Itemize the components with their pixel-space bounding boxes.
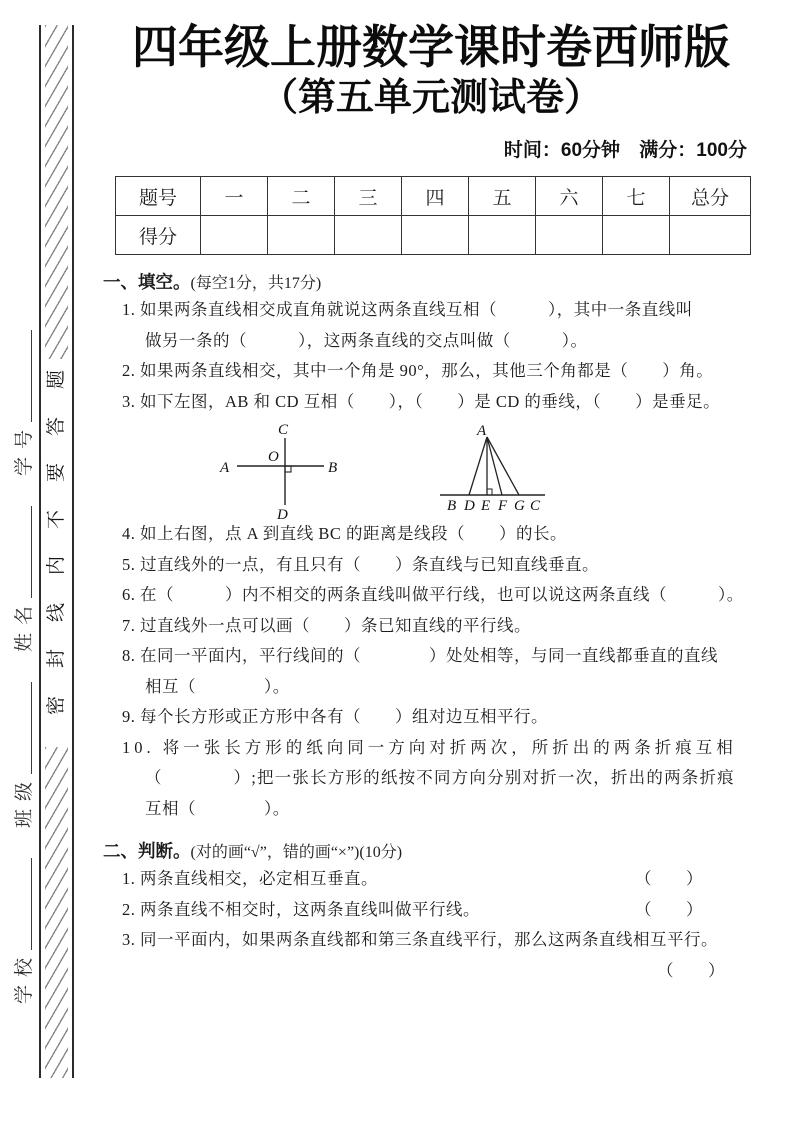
page-title: 四年级上册数学课时卷西师版 xyxy=(132,21,730,73)
header-cell: 七 xyxy=(603,177,670,216)
judge-question-text: 1. 两条直线相交，必定相互垂直。 xyxy=(122,869,378,889)
question-10-line-1: 10. 将一张长方形的纸向同一方向对折两次，所折出的两条折痕互相 xyxy=(122,737,737,757)
section-2-note: (对的画“√”，错的画“×”)(10分) xyxy=(190,844,403,862)
score-cell xyxy=(268,216,335,255)
question-4: 4. 如上右图，点 A 到直线 BC 的距离是线段（ ）的长。 xyxy=(122,524,568,544)
score-table-score-row xyxy=(116,216,751,255)
score-cell xyxy=(469,216,536,255)
seal-line-text xyxy=(41,370,72,715)
question-2: 2. 如果两条直线相交，其中一个角是 90°，那么，其他三个角都是（ ）角。 xyxy=(122,361,714,381)
section-1-heading xyxy=(103,271,762,295)
answer-blank: （ ） xyxy=(657,960,725,980)
full-score: 满分：100分 xyxy=(639,140,747,162)
question-7: 7. 过直线外一点可以画（ ）条已知直线的平行线。 xyxy=(122,615,531,635)
score-cell xyxy=(670,216,751,255)
score-table xyxy=(115,176,751,255)
question-5: 5. 过直线外的一点，有且只有（ ）条直线与已知直线垂直。 xyxy=(122,554,599,574)
seal-line-column xyxy=(39,25,74,1078)
field-blank-line xyxy=(29,330,32,422)
section-2-title: 二、判断。 xyxy=(103,841,191,862)
field-name xyxy=(15,506,34,652)
label-O: O xyxy=(268,449,279,466)
score-table-header-row xyxy=(116,177,751,216)
score-row-label: 得分 xyxy=(116,216,201,255)
question-8-line-2: 相互（ ）。 xyxy=(145,676,290,696)
field-class xyxy=(15,682,34,828)
score-cell xyxy=(603,216,670,255)
exam-content xyxy=(100,0,762,986)
field-label: 学校 xyxy=(14,949,35,1004)
hatch-pattern-top xyxy=(45,25,68,359)
seal-char: 线 xyxy=(45,602,67,622)
question-9: 9. 每个长方形或正方形中各有（ ）组对边互相平行。 xyxy=(122,707,548,727)
score-cell xyxy=(335,216,402,255)
answer-blank: （ ） xyxy=(635,869,703,889)
label-B: B xyxy=(328,460,338,477)
label-A: A xyxy=(477,423,487,440)
field-label: 班级 xyxy=(14,773,35,828)
question-10-line-2: （ ）;把一张长方形的纸按不同方向分别对折一次，折出的两条折痕 xyxy=(145,768,735,788)
seal-char: 要 xyxy=(45,463,67,483)
answer-blank: （ ） xyxy=(635,899,703,919)
question-10-line-3: 互相（ ）。 xyxy=(145,798,290,818)
seal-char: 题 xyxy=(45,369,67,390)
question-8-line-1: 8. 在同一平面内，平行线间的（ ）处处相等，与同一直线都垂直的直线 xyxy=(122,646,718,666)
figure-perpendicular-lines xyxy=(217,419,347,519)
time-limit: 时间：60分钟 xyxy=(503,140,621,162)
field-blank-line xyxy=(29,858,32,950)
figure-point-to-line-distance xyxy=(437,417,582,522)
label-C: C xyxy=(278,422,289,439)
header-cell: 四 xyxy=(402,177,469,216)
score-cell xyxy=(536,216,603,255)
label-B: B xyxy=(447,498,457,515)
student-info-fields xyxy=(6,222,34,1004)
page-subtitle: （第五单元测试卷） xyxy=(259,76,602,119)
question-1-line-2: 做另一条的（ ），这两条直线的交点叫做（ ）。 xyxy=(145,330,588,350)
field-student-id xyxy=(15,330,34,476)
judge-question-1 xyxy=(122,864,762,895)
exam-meta xyxy=(100,135,747,162)
label-G: G xyxy=(514,498,525,515)
header-cell: 二 xyxy=(268,177,335,216)
header-cell: 题号 xyxy=(116,177,201,216)
label-F: F xyxy=(498,498,508,515)
judge-question-2 xyxy=(122,895,762,926)
seal-char: 封 xyxy=(45,649,67,669)
judge-question-3-answer-row xyxy=(122,956,762,987)
label-A: A xyxy=(220,460,230,477)
question-1-line-1: 1. 如果两条直线相交成直角就说这两条直线互相（ ），其中一条直线叫 xyxy=(122,300,693,320)
section-2-heading xyxy=(103,840,762,864)
header-cell: 总分 xyxy=(670,177,751,216)
field-label: 姓名 xyxy=(14,597,35,652)
question-3: 3. 如下左图，AB 和 CD 互相（ ），（ ）是 CD 的垂线，（ ）是垂足。 xyxy=(122,391,721,411)
field-blank-line xyxy=(29,682,32,774)
label-D: D xyxy=(464,498,475,515)
label-D: D xyxy=(277,507,288,520)
field-label: 学号 xyxy=(14,421,35,476)
seal-char: 不 xyxy=(45,509,67,529)
judge-question-text: 3. 同一平面内，如果两条直线都和第三条直线平行，那么这两条直线相互平行。 xyxy=(122,930,718,950)
question-6: 6. 在（ ）内不相交的两条直线叫做平行线，也可以说这两条直线（ ）。 xyxy=(122,585,744,605)
field-school xyxy=(15,858,34,1004)
judge-question-text: 2. 两条直线不相交时，这两条直线叫做平行线。 xyxy=(122,899,480,919)
question-figures xyxy=(100,417,762,519)
seal-char: 密 xyxy=(45,695,67,715)
judge-question-3 xyxy=(122,925,762,956)
header-cell: 一 xyxy=(201,177,268,216)
header-cell: 六 xyxy=(536,177,603,216)
label-E: E xyxy=(481,498,491,515)
section-1-note: (每空1分，共17分) xyxy=(190,275,322,293)
seal-char: 答 xyxy=(45,416,67,436)
header-cell: 五 xyxy=(469,177,536,216)
score-cell xyxy=(201,216,268,255)
header-cell: 三 xyxy=(335,177,402,216)
section-1-title: 一、填空。 xyxy=(103,272,191,293)
score-cell xyxy=(402,216,469,255)
label-C: C xyxy=(530,498,541,515)
seal-char: 内 xyxy=(45,556,67,576)
hatch-pattern-bottom xyxy=(45,747,68,1078)
field-blank-line xyxy=(29,506,32,598)
